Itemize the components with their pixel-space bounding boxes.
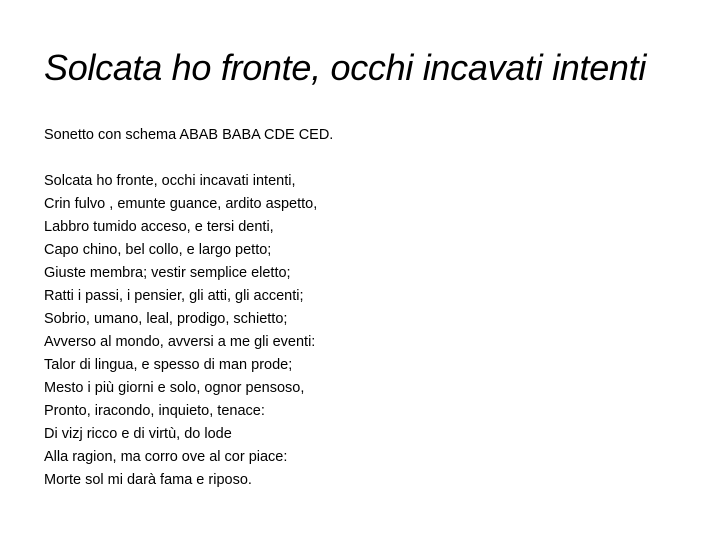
poem-line: Morte sol mi darà fama e riposo. bbox=[44, 472, 252, 488]
poem-line: Capo chino, bel collo, e largo petto; bbox=[44, 242, 272, 258]
poem-line: Labbro tumido acceso, e tersi denti, bbox=[44, 219, 274, 235]
poem-lines bbox=[44, 170, 684, 492]
poem-line: Crin fulvo , emunte guance, ardito aspetto, bbox=[44, 196, 318, 212]
slide-body bbox=[44, 124, 684, 492]
poem-line: Alla ragion, ma corro ove al cor piace: bbox=[44, 449, 288, 465]
poem-line: Solcata ho fronte, occhi incavati intenti, bbox=[44, 173, 296, 189]
poem-line: Ratti i passi, i pensier, gli atti, gli accenti; bbox=[44, 288, 304, 304]
slide-title: Solcata ho fronte, occhi incavati intenti bbox=[44, 47, 647, 88]
poem-line: Mesto i più giorni e solo, ognor pensoso, bbox=[44, 380, 305, 396]
poem-line: Talor di lingua, e spesso di man prode; bbox=[44, 357, 293, 373]
poem-line: Giuste membra; vestir semplice eletto; bbox=[44, 265, 291, 281]
sonnet-scheme-note: Sonetto con schema ABAB BABA CDE CED. bbox=[44, 127, 334, 143]
poem-line: Sobrio, umano, leal, prodigo, schietto; bbox=[44, 311, 288, 327]
poem-line: Di vizj ricco e di virtù, do lode bbox=[44, 426, 232, 442]
poem-line: Avverso al mondo, avversi a me gli eventi: bbox=[44, 334, 316, 350]
poem-line: Pronto, iracondo, inquieto, tenace: bbox=[44, 403, 265, 419]
